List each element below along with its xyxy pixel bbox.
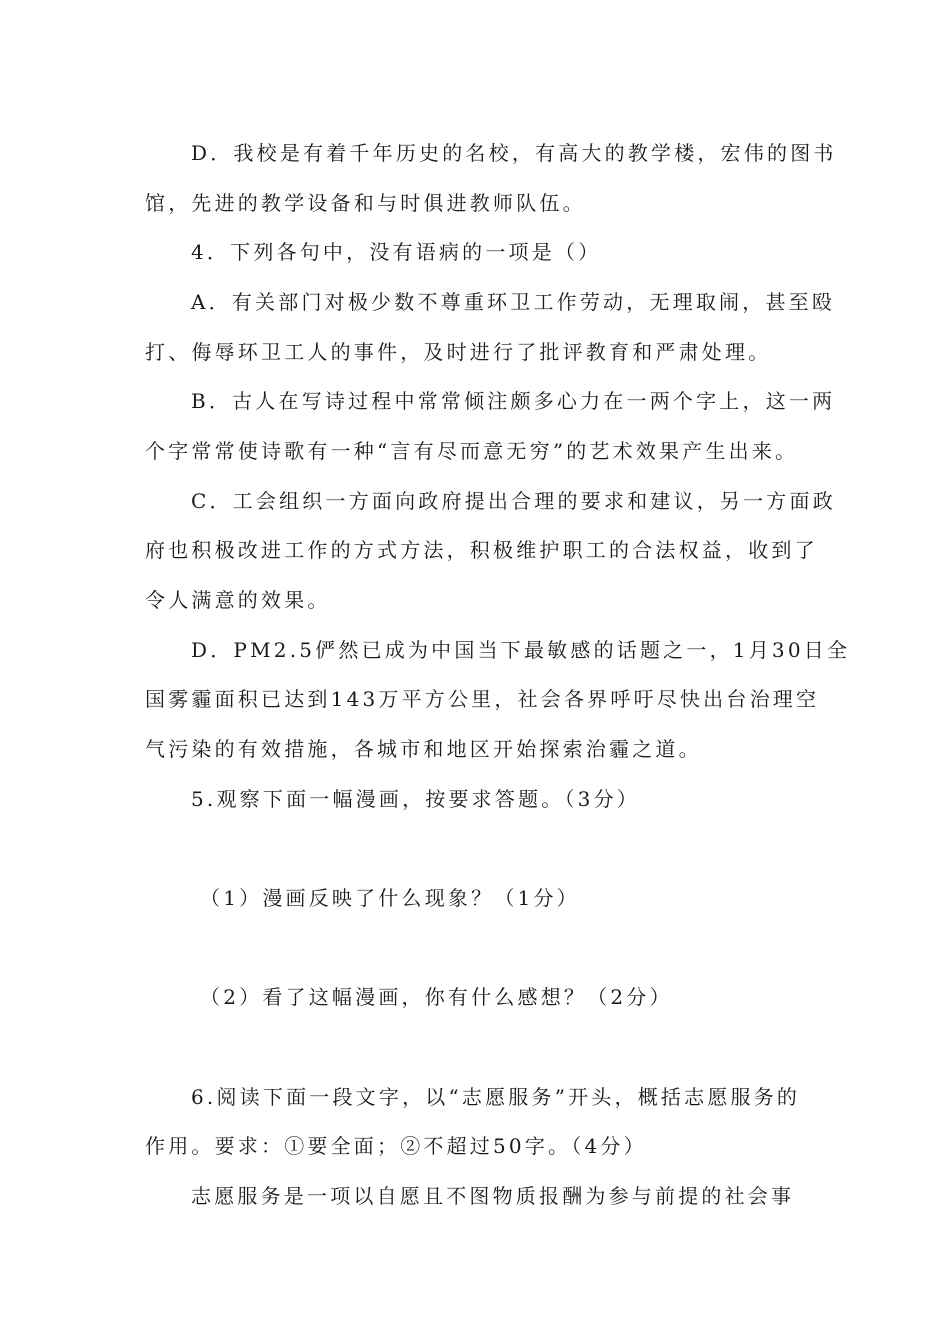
q4-option-a-line-2: 打、侮辱环卫工人的事件，及时进行了批评教育和严肃处理。 — [145, 340, 772, 364]
q5-subquestion-2: （2）看了这幅漫画，你有什么感想？（2分） — [200, 985, 673, 1009]
q4-option-c-line-2: 府也积极改进工作的方式方法，积极维护职工的合法权益，收到了 — [145, 538, 818, 562]
question-4-stem: 4．下列各句中，没有语病的一项是（） — [191, 240, 602, 264]
q4-option-d-line-1: D．PM2.5俨然已成为中国当下最敏感的话题之一，1月30日全 — [191, 638, 851, 662]
question-5-stem: 5.观察下面一幅漫画，按要求答题。（3分） — [191, 787, 641, 811]
q4-option-b-line-2: 个字常常使诗歌有一种“言有尽而意无穷”的艺术效果产生出来。 — [145, 439, 799, 463]
q5-subquestion-1: （1）漫画反映了什么现象？（1分） — [200, 886, 580, 910]
question-6-stem-line-2: 作用。要求：①要全面；②不超过50字。（4分） — [145, 1134, 647, 1158]
q3-option-d-line-1: D．我校是有着千年历史的名校，有高大的教学楼，宏伟的图书 — [191, 141, 837, 165]
q4-option-b-line-1: B．古人在写诗过程中常常倾注颇多心力在一两个字上，这一两 — [191, 389, 836, 413]
q4-option-c-line-3: 令人满意的效果。 — [145, 588, 331, 612]
q4-option-d-line-3: 气污染的有效措施，各城市和地区开始探索治霾之道。 — [145, 737, 702, 761]
question-6-stem-line-1: 6.阅读下面一段文字，以“志愿服务”开头，概括志愿服务的 — [191, 1085, 801, 1109]
q6-passage-line-1: 志愿服务是一项以自愿且不图物质报酬为参与前提的社会事 — [191, 1184, 795, 1208]
q4-option-a-line-1: A．有关部门对极少数不尊重环卫工作劳动，无理取闹，甚至殴 — [191, 290, 836, 314]
q3-option-d-line-2: 馆，先进的教学设备和与时俱进教师队伍。 — [145, 191, 586, 215]
q4-option-d-line-2: 国雾霾面积已达到143万平方公里，社会各界呼吁尽快出台治理空 — [145, 687, 820, 711]
q4-option-c-line-1: C．工会组织一方面向政府提出合理的要求和建议，另一方面政 — [191, 489, 836, 513]
